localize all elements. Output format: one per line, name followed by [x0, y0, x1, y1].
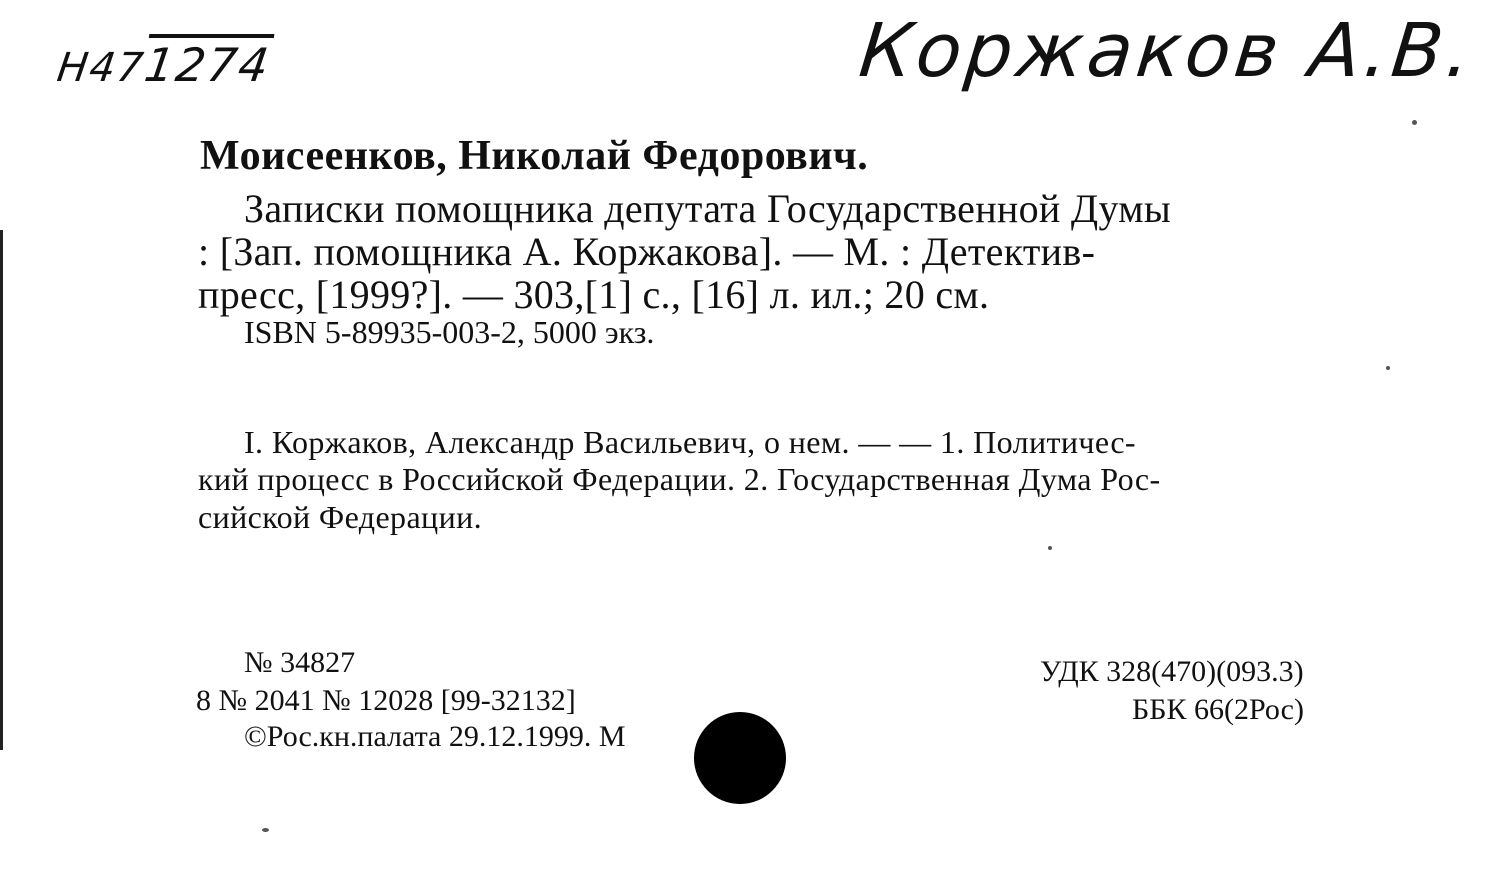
number-line-2: 8 № 2041 № 12028 [99-32132]: [196, 684, 576, 717]
author-heading: Моисеенков, Николай Федорович.: [200, 133, 869, 179]
title-line-1: Записки помощника депутата Государственной Думы: [244, 186, 1172, 231]
copyright-line: ©Рос.кн.палата 29.12.1999. М: [244, 720, 626, 753]
isbn-line: ISBN 5-89935-003-2, 5000 экз.: [244, 314, 655, 350]
punch-hole: [694, 712, 786, 804]
shelfmark-top: Н47: [54, 45, 148, 91]
scan-speck: [1048, 546, 1052, 550]
shelfmark-bottom: 1274: [141, 38, 274, 92]
scan-speck: [1386, 366, 1390, 370]
bbk-code: ББК 66(2Рос): [1132, 693, 1304, 726]
tracing-line-3: сийской Федерации.: [198, 499, 483, 535]
scan-speck: [262, 828, 269, 832]
tracing-line-2: кий процесс в Российской Федерации. 2. Государственная Дума Рос-: [198, 461, 1161, 497]
udk-code: УДК 328(470)(093.3): [1040, 655, 1304, 688]
card-left-edge: [0, 230, 3, 750]
title-line-2: : [Зап. помощника А. Коржакова]. — М. : Детектив-: [198, 229, 1096, 274]
handwritten-shelfmark: [54, 38, 274, 92]
tracing-line-1: I. Коржаков, Александр Васильевич, о нем. — — 1. Политичес-: [244, 424, 1136, 460]
handwritten-subject-name: Коржаков А.В.: [855, 8, 1479, 94]
scan-speck: [1412, 120, 1417, 125]
title-line-3: пресс, [1999?]. — 303,[1] с., [16] л. ил.; 20 см.: [198, 272, 990, 317]
number-line-1: № 34827: [244, 646, 356, 679]
